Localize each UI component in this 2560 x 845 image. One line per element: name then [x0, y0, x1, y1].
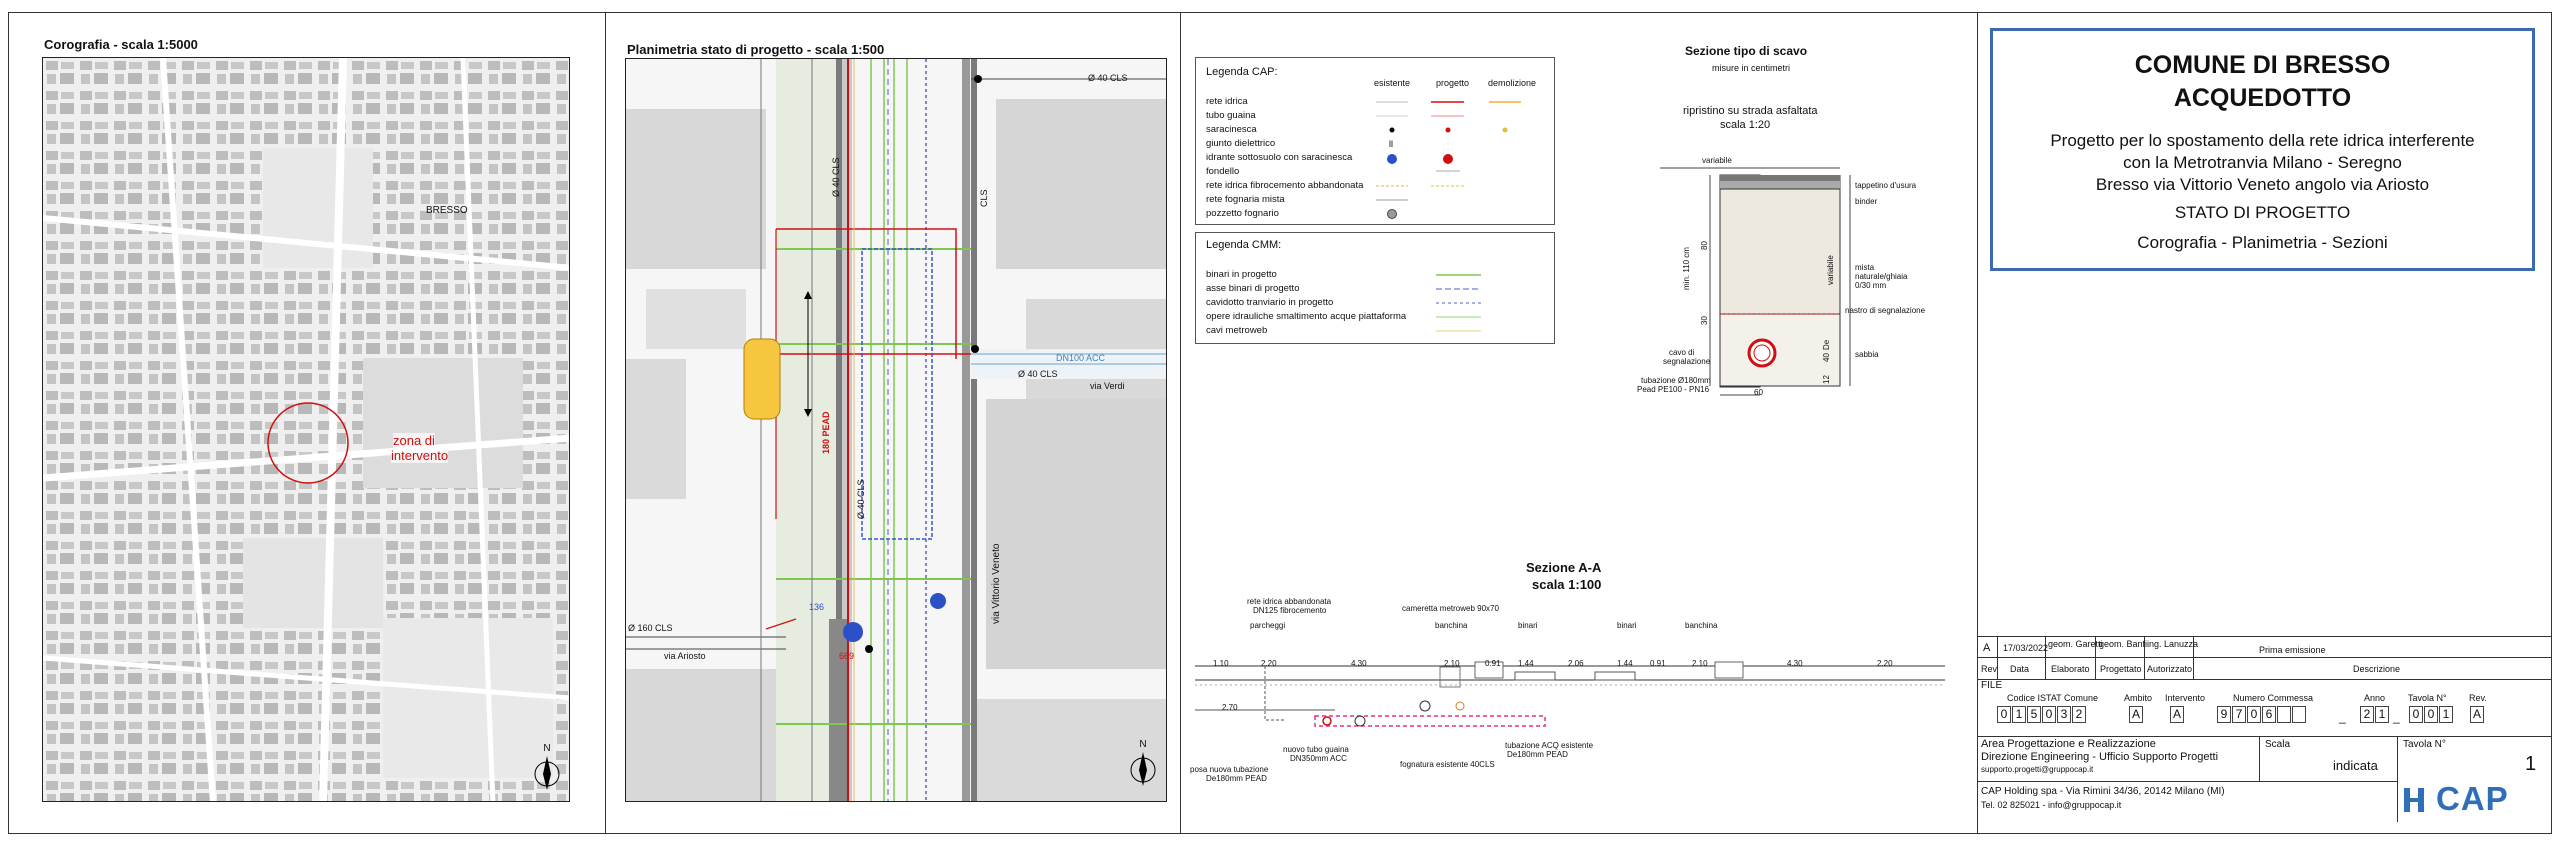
- tubazione-label-2: Pead PE100 - PN16: [1637, 385, 1710, 394]
- dim-30-label: 30: [1700, 316, 1709, 325]
- cameretta-label: cameretta metroweb 90x70: [1402, 604, 1499, 613]
- code-digit: 2: [2360, 706, 2374, 723]
- tavola-code: [2409, 706, 2454, 724]
- posa-label-1: posa nuova tubazione: [1190, 765, 1269, 774]
- dim-label: 4.30: [1787, 659, 1803, 668]
- code-digit: 0: [2424, 706, 2438, 723]
- pipe-acc-label: DN100 ACC: [1056, 353, 1106, 363]
- elaborato-value: geom. Garetti: [2048, 639, 2103, 649]
- dim-label: 1.10: [1213, 659, 1229, 668]
- code-digit: 1: [2439, 706, 2453, 723]
- panel-divider-2: [1180, 12, 1181, 834]
- code-digit: 0: [1997, 706, 2011, 723]
- legend-row: rete idrica: [1206, 96, 1248, 107]
- legend-row: binari in progetto: [1206, 269, 1277, 280]
- commessa-header: Numero Commessa: [2233, 693, 2314, 703]
- legenda-cap-title: Legenda CAP:: [1206, 66, 1278, 78]
- dim-40-label: 40: [1822, 353, 1831, 362]
- ripristino-2: scala 1:20: [1720, 119, 1771, 131]
- plan-graphic: [626, 59, 1167, 802]
- tel-label: Tel. 02 825021 - info@gruppocap.it: [1981, 800, 2122, 810]
- code-digit: 1: [2012, 706, 2026, 723]
- binder-label: binder: [1855, 197, 1878, 206]
- binari-label: binari: [1518, 621, 1538, 630]
- legend-row: asse binari di progetto: [1206, 283, 1300, 294]
- street-vv-label: via Vittorio Veneto: [991, 543, 1002, 624]
- dim-label: 4.30: [1351, 659, 1367, 668]
- legend-row: saracinesca: [1206, 124, 1257, 135]
- revision-table: [1977, 636, 2552, 680]
- street-ariosto-label: via Ariosto: [664, 651, 706, 661]
- cavo-label-1: cavo di: [1669, 348, 1695, 357]
- anno-code: [2360, 706, 2390, 724]
- pipe-left-label: Ø 40 CLS: [831, 157, 841, 197]
- contenuto-label: Corografia - Planimetria - Sezioni: [2137, 233, 2388, 252]
- intervento-header: Intervento: [2165, 693, 2206, 703]
- city-map-graphic: [43, 58, 570, 802]
- ambito-header: Ambito: [2124, 693, 2153, 703]
- istat-header: Codice ISTAT Comune: [2007, 693, 2099, 703]
- code-digit: 0: [2042, 706, 2056, 723]
- rete-abbandonata-2: DN125 fibrocemento: [1253, 606, 1327, 615]
- sezione-aa-title-2: scala 1:100: [1532, 577, 1602, 592]
- mista-label-1: mista: [1855, 263, 1875, 272]
- description-line-3: Bresso via Vittorio Veneto angolo via Ariosto: [2095, 175, 2430, 194]
- posa-label-2: De180mm PEAD: [1206, 774, 1267, 783]
- dim-12-label: 12: [1822, 375, 1831, 384]
- company-block: [1977, 736, 2552, 822]
- dim-label: 0.91: [1485, 659, 1501, 668]
- nastro-label: nastro di segnalazione: [1845, 306, 1926, 315]
- legend-cap-symbols: [1196, 58, 1556, 226]
- cap-logo: [2402, 782, 2547, 818]
- progettato-header: Progettato: [2100, 664, 2142, 674]
- tappetino-label: tappetino d'usura: [1855, 181, 1917, 190]
- bresso-label: BRESSO: [426, 205, 468, 216]
- intervento-code: [2170, 706, 2185, 724]
- north-arrow-icon: N: [533, 743, 561, 793]
- code-digit: 3: [2057, 706, 2071, 723]
- tavola-header: Tavola N°: [2408, 693, 2447, 703]
- node-136-label: 136: [809, 602, 825, 612]
- legend-row: cavidotto tranviario in progetto: [1206, 297, 1334, 308]
- dim-label: 2.10: [1692, 659, 1708, 668]
- dim-label: 2.20: [1261, 659, 1277, 668]
- zone-label-2: intervento: [391, 448, 449, 463]
- legend-row: giunto dielettrico: [1206, 138, 1276, 149]
- planimetria-map: [625, 58, 1167, 802]
- code-separator: _: [2393, 710, 2400, 724]
- mista-label-2: naturale/ghiaia: [1855, 272, 1908, 281]
- legenda-cap: [1195, 57, 1555, 225]
- banchina-label: banchina: [1685, 621, 1718, 630]
- acq-label-1: tubazione ACQ esistente: [1505, 741, 1594, 750]
- code-digit: [2277, 706, 2291, 723]
- street-verdi-label: via Verdi: [1090, 381, 1125, 391]
- variabile-label: variabile: [1702, 156, 1732, 165]
- dim-label: 2.20: [1877, 659, 1893, 668]
- scala-value: indicata: [2333, 758, 2378, 773]
- rete-abbandonata-1: rete idrica abbandonata: [1247, 597, 1332, 606]
- panel-divider-1: [605, 12, 606, 834]
- description-line-2: con la Metrotranvia Milano - Seregno: [2123, 153, 2402, 172]
- rev-code: [2470, 706, 2485, 724]
- zone-label-1: zona di: [393, 433, 435, 448]
- var-side-label: variabile: [1826, 255, 1835, 285]
- code-digit: 1: [2375, 706, 2389, 723]
- legenda-cmm-title: Legenda CMM:: [1206, 239, 1282, 251]
- sezione-scavo-title: Sezione tipo di scavo: [1685, 44, 1808, 58]
- legend-row: fondello: [1206, 166, 1240, 177]
- rev-header: Rev.: [2469, 693, 2487, 703]
- code-separator: _: [2339, 710, 2346, 724]
- address-label: CAP Holding spa - Via Rimini 34/36, 20142 Milano (MI): [1981, 786, 2225, 797]
- file-label: FILE: [1981, 680, 2003, 691]
- legend-cmm-symbols: [1196, 233, 1556, 345]
- acq-label-2: De180mm PEAD: [1507, 750, 1568, 759]
- sezione-scavo-subtitle: misure in centimetri: [1712, 63, 1791, 73]
- sabbia-label: sabbia: [1855, 350, 1879, 359]
- mista-label-3: 0/30 mm: [1855, 281, 1887, 290]
- guaina-label-2: DN350mm ACC: [1290, 754, 1347, 763]
- rev-header: Rev: [1981, 664, 1998, 674]
- banchina-label: banchina: [1435, 621, 1468, 630]
- anno-header: Anno: [2364, 693, 2386, 703]
- code-digit: A: [2129, 706, 2143, 723]
- fognatura-label: fognatura esistente 40CLS: [1400, 760, 1495, 769]
- legend-row: pozzetto fognario: [1206, 208, 1279, 219]
- guaina-label-1: nuovo tubo guaina: [1283, 745, 1349, 754]
- width-60-label: 60: [1754, 388, 1763, 397]
- sezione-aa-title-1: Sezione A-A: [1526, 560, 1602, 575]
- title-box: [1990, 28, 2535, 271]
- dim-label: 1.44: [1617, 659, 1633, 668]
- istat-code: [1997, 706, 2087, 724]
- code-digit: [2292, 706, 2306, 723]
- tavola-value: 1: [2525, 753, 2537, 775]
- description-line-1: Progetto per lo spostamento della rete idrica interferente: [2050, 131, 2475, 150]
- dim-270-label: 2.70: [1222, 703, 1238, 712]
- legend-row: opere idrauliche smaltimento acque piattaforma: [1206, 311, 1407, 322]
- pead-label: 180 PEAD: [821, 411, 831, 454]
- dim-label: 1.44: [1518, 659, 1534, 668]
- svg-text:ll: ll: [1389, 139, 1393, 149]
- parcheggi-label: parcheggi: [1250, 621, 1286, 630]
- legend-row: rete idrica fibrocemento abbandonata: [1206, 180, 1364, 191]
- code-digit: A: [2170, 706, 2184, 723]
- acquedotto-title: ACQUEDOTTO: [2173, 84, 2352, 112]
- code-digit: 0: [2247, 706, 2261, 723]
- dim-label: 0.91: [1650, 659, 1666, 668]
- de-label: De: [1822, 339, 1831, 350]
- direzione-label: Direzione Engineering - Ufficio Supporto Progetti: [1981, 751, 2219, 763]
- code-digit: 9: [2217, 706, 2231, 723]
- pipe-mid-label: Ø 40 CLS: [1018, 369, 1058, 379]
- email-label: supporto.progetti@gruppocap.it: [1981, 765, 2094, 774]
- corografia-title: Corografia - scala 1:5000: [44, 37, 198, 52]
- code-digit: 6: [2262, 706, 2276, 723]
- ambito-code: [2129, 706, 2144, 724]
- legend-row: idrante sottosuolo con saracinesca: [1206, 152, 1353, 163]
- col-esistente: esistente: [1374, 78, 1411, 88]
- north-arrow-icon: N: [1129, 739, 1157, 789]
- col-demolizione: demolizione: [1488, 78, 1537, 88]
- pipe-left2-label: Ø 40 CLS: [856, 479, 866, 519]
- min-110-label: min. 110 cm: [1682, 247, 1691, 290]
- area-label: Area Progettazione e Realizzazione: [1981, 738, 2156, 750]
- pipe-right-label: CLS: [979, 189, 989, 207]
- code-digit: 7: [2232, 706, 2246, 723]
- dim-label: 2.10: [1444, 659, 1460, 668]
- scala-label: Scala: [2265, 739, 2291, 750]
- col-progetto: progetto: [1436, 78, 1470, 88]
- trench-section-graphic: [1640, 150, 1880, 410]
- ripristino-1: ripristino su strada asfaltata: [1683, 105, 1818, 117]
- code-digit: A: [2470, 706, 2484, 723]
- descrizione-header: Descrizione: [2353, 664, 2401, 674]
- cavo-label-2: segnalazione: [1663, 357, 1711, 366]
- descrizione-value: Prima emissione: [2259, 645, 2326, 655]
- legend-row: rete fognaria mista: [1206, 194, 1285, 205]
- pipe-160-label: Ø 160 CLS: [628, 623, 673, 633]
- autorizzato-value: ing. Lanuzza: [2147, 639, 2199, 649]
- pipe-top-label: Ø 40 CLS: [1088, 73, 1128, 83]
- legenda-cmm: [1195, 232, 1555, 344]
- tubazione-label-1: tubazione Ø180mm: [1641, 376, 1711, 385]
- legend-row: cavi metroweb: [1206, 325, 1268, 336]
- autorizzato-header: Autorizzato: [2147, 664, 2193, 674]
- comune-title: COMUNE DI BRESSO: [2134, 51, 2391, 79]
- code-digit: 5: [2027, 706, 2041, 723]
- date-value: 17/03/2022: [2003, 643, 2049, 653]
- dim-80-label: 80: [1700, 241, 1709, 250]
- file-block: [1977, 678, 2552, 737]
- dim-label: 2.06: [1568, 659, 1584, 668]
- data-header: Data: [2010, 664, 2030, 674]
- code-digit: 2: [2072, 706, 2086, 723]
- legend-row: tubo guaina: [1206, 110, 1256, 121]
- corografia-map: [42, 57, 570, 802]
- progettato-value: geom. Banfi: [2099, 639, 2148, 649]
- cap-logo-text: CAP: [2436, 780, 2509, 817]
- stato-label: STATO DI PROGETTO: [2174, 203, 2351, 222]
- commessa-code: [2217, 706, 2307, 724]
- tavola-label: Tavola N°: [2403, 739, 2446, 750]
- rev-value: A: [1983, 642, 1991, 654]
- code-digit: 0: [2409, 706, 2423, 723]
- planimetria-title: Planimetria stato di progetto - scala 1:500: [627, 42, 885, 57]
- binari-label: binari: [1617, 621, 1637, 630]
- node-669-label: 669: [839, 651, 855, 661]
- elaborato-header: Elaborato: [2051, 664, 2090, 674]
